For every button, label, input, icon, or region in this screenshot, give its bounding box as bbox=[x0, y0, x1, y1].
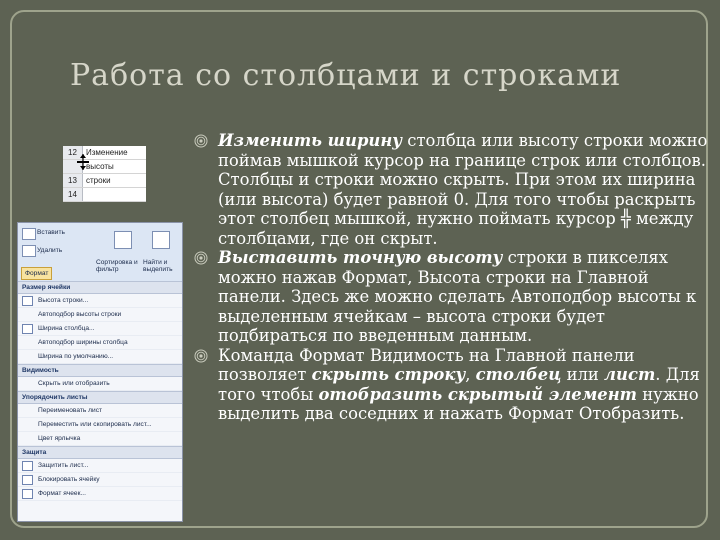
bullet-paragraph bbox=[196, 248, 708, 346]
emphasis-text: Выставить точную высоту bbox=[218, 248, 503, 267]
body-text: Команда Формат Видимость на Главной панели позволяет bbox=[218, 345, 635, 384]
menu-item-label: Защитить лист... bbox=[38, 462, 89, 469]
menu-item-format-cells[interactable] bbox=[18, 487, 182, 501]
body-text: , bbox=[465, 365, 476, 384]
sort-icon bbox=[114, 231, 132, 249]
menu-section-header: Защита bbox=[18, 446, 182, 459]
cell-text: строки bbox=[86, 176, 111, 185]
bullet-icon bbox=[194, 134, 208, 148]
row-number: 12 bbox=[63, 146, 83, 159]
grid-screenshot bbox=[63, 146, 146, 202]
menu-item-protect-sheet[interactable] bbox=[18, 459, 182, 473]
find-icon bbox=[152, 231, 170, 249]
menu-section-header: Видимость bbox=[18, 364, 182, 377]
row-number: 13 bbox=[63, 174, 83, 187]
emphasis-text: скрыть строку bbox=[311, 365, 466, 384]
menu-item-row-height[interactable] bbox=[18, 294, 182, 308]
menu-item-label: Скрыть или отобразить bbox=[38, 380, 110, 387]
menu-item-label: Автоподбор ширины столбца bbox=[38, 339, 128, 346]
bullet-paragraph bbox=[196, 346, 708, 424]
bullet-icon bbox=[194, 349, 208, 363]
body-text: или bbox=[561, 365, 605, 384]
emphasis-text: Изменить ширину bbox=[218, 131, 403, 150]
format-menu-screenshot bbox=[17, 222, 183, 522]
menu-item-autofit-column[interactable] bbox=[18, 336, 182, 350]
emphasis-text: лист bbox=[604, 365, 656, 384]
format-menu bbox=[18, 281, 182, 501]
grid-row bbox=[63, 174, 146, 188]
menu-item-autofit-row[interactable] bbox=[18, 308, 182, 322]
menu-item-column-width[interactable] bbox=[18, 322, 182, 336]
find-button[interactable]: Найти и выделить bbox=[143, 259, 173, 273]
cell-text: высоты bbox=[86, 162, 114, 171]
menu-item-label: Блокировать ячейку bbox=[38, 476, 100, 483]
body-text: . Для того чтобы bbox=[218, 365, 700, 404]
menu-item-hide-unhide[interactable] bbox=[18, 377, 182, 391]
cell-text: Изменение bbox=[86, 148, 128, 157]
bullet-paragraph bbox=[196, 131, 708, 248]
sort-button[interactable]: Сортировка и фильтр bbox=[96, 259, 138, 273]
bullet-icon bbox=[194, 251, 208, 265]
slide-title: Работа со столбцами и строками bbox=[70, 58, 622, 93]
menu-item-lock-cell[interactable] bbox=[18, 473, 182, 487]
menu-item-default-width[interactable] bbox=[18, 350, 182, 364]
grid-row bbox=[63, 188, 146, 202]
menu-item-move-copy-sheet[interactable] bbox=[18, 418, 182, 432]
slide-content bbox=[196, 131, 708, 424]
menu-section-header: Размер ячейки bbox=[18, 281, 182, 294]
menu-item-label: Переименовать лист bbox=[38, 407, 103, 414]
menu-item-tab-color[interactable] bbox=[18, 432, 182, 446]
column-width-icon bbox=[22, 324, 33, 334]
menu-item-label: Формат ячеек... bbox=[38, 490, 86, 497]
protect-sheet-icon bbox=[22, 461, 33, 471]
insert-button[interactable]: Вставить bbox=[37, 229, 65, 236]
menu-item-rename-sheet[interactable] bbox=[18, 404, 182, 418]
body-text: столбца или высоту строки можно поймав мышкой курсор на границе строк или столбцов. Столбцы и строки можно скрыть. При этом их ширина (или высота) будет равной 0. Для того чтобы раскрыть этот столбец мышкой, нужно поймать курсор ╬ между столбцами, где он скрыт. bbox=[218, 131, 708, 248]
menu-item-label: Автоподбор высоты строки bbox=[38, 311, 122, 318]
insert-icon bbox=[22, 228, 36, 240]
delete-icon bbox=[22, 245, 36, 257]
body-text: строки в пикселях можно нажав Формат, Высота строки на Главной панели. Здесь же можно сделать Автоподбор высоты к выделенным ячейкам – высота строки будет подбираться по введенным данным. bbox=[218, 248, 697, 345]
menu-section-header: Упорядочить листы bbox=[18, 391, 182, 404]
menu-item-label: Ширина по умолчанию... bbox=[38, 353, 114, 360]
row-height-icon bbox=[22, 296, 33, 306]
row-number: 14 bbox=[63, 188, 83, 201]
menu-item-label: Переместить или скопировать лист... bbox=[38, 421, 152, 428]
ribbon bbox=[18, 223, 182, 282]
lock-icon bbox=[22, 475, 33, 485]
menu-item-label: Цвет ярлычка bbox=[38, 435, 81, 442]
resize-cursor-icon bbox=[76, 154, 90, 170]
menu-item-label: Ширина столбца... bbox=[38, 325, 95, 332]
delete-button[interactable]: Удалить bbox=[37, 247, 63, 254]
menu-item-label: Высота строки... bbox=[38, 297, 89, 304]
emphasis-text: отобразить скрытый элемент bbox=[318, 384, 638, 404]
format-button[interactable]: Формат bbox=[21, 267, 52, 280]
emphasis-text: столбец bbox=[475, 365, 562, 384]
format-cells-icon bbox=[22, 489, 33, 499]
body-text: нужно выделить два соседних и нажать Формат Отобразить. bbox=[218, 384, 699, 423]
